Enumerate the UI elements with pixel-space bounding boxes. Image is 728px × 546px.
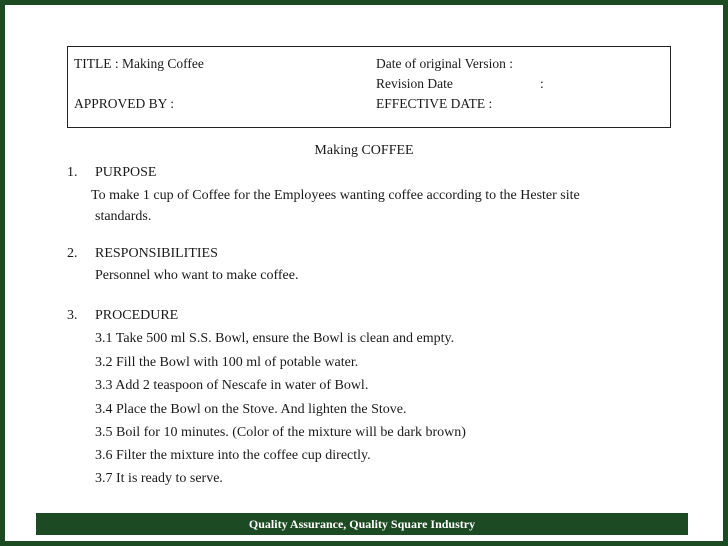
footer-text: Quality Assurance, Quality Square Industry	[248, 517, 476, 531]
header-revision-date-colon: :	[540, 76, 544, 91]
responsibilities-number: 2.	[67, 246, 78, 261]
header-approved-by: APPROVED BY :	[74, 96, 175, 111]
header-effective-date: EFFECTIVE DATE :	[376, 96, 493, 111]
procedure-step: 3.1 Take 500 ml S.S. Bowl, ensure the Bowl is clean and empty.	[95, 331, 455, 346]
procedure-number: 3.	[67, 308, 78, 323]
procedure-step: 3.2 Fill the Bowl with 100 ml of potable water.	[95, 355, 359, 370]
header-revision-date: Revision Date	[376, 76, 453, 91]
purpose-text-line-2: standards.	[95, 209, 152, 224]
purpose-text-line-1: To make 1 cup of Coffee for the Employees wanting coffee according to the Hester site	[91, 188, 580, 203]
procedure-step: 3.7 It is ready to serve.	[95, 471, 223, 486]
responsibilities-text: Personnel who want to make coffee.	[95, 268, 299, 283]
purpose-number: 1.	[67, 165, 78, 180]
procedure-heading: PROCEDURE	[95, 308, 179, 323]
slide-page	[5, 5, 723, 541]
document-header-box	[67, 46, 671, 128]
purpose-heading: PURPOSE	[95, 165, 157, 180]
document-title: Making COFFEE	[314, 143, 414, 158]
responsibilities-heading: RESPONSIBILITIES	[95, 246, 218, 261]
procedure-step: 3.4 Place the Bowl on the Stove. And lighten the Stove.	[95, 402, 407, 417]
procedure-step: 3.3 Add 2 teaspoon of Nescafe in water of Bowl.	[95, 378, 369, 393]
procedure-step: 3.6 Filter the mixture into the coffee cup directly.	[95, 448, 371, 463]
header-title: TITLE : Making Coffee	[74, 56, 204, 71]
header-date-original-version: Date of original Version :	[376, 56, 513, 71]
footer-bar	[36, 513, 688, 535]
procedure-step: 3.5 Boil for 10 minutes. (Color of the mixture will be dark brown)	[95, 425, 466, 440]
